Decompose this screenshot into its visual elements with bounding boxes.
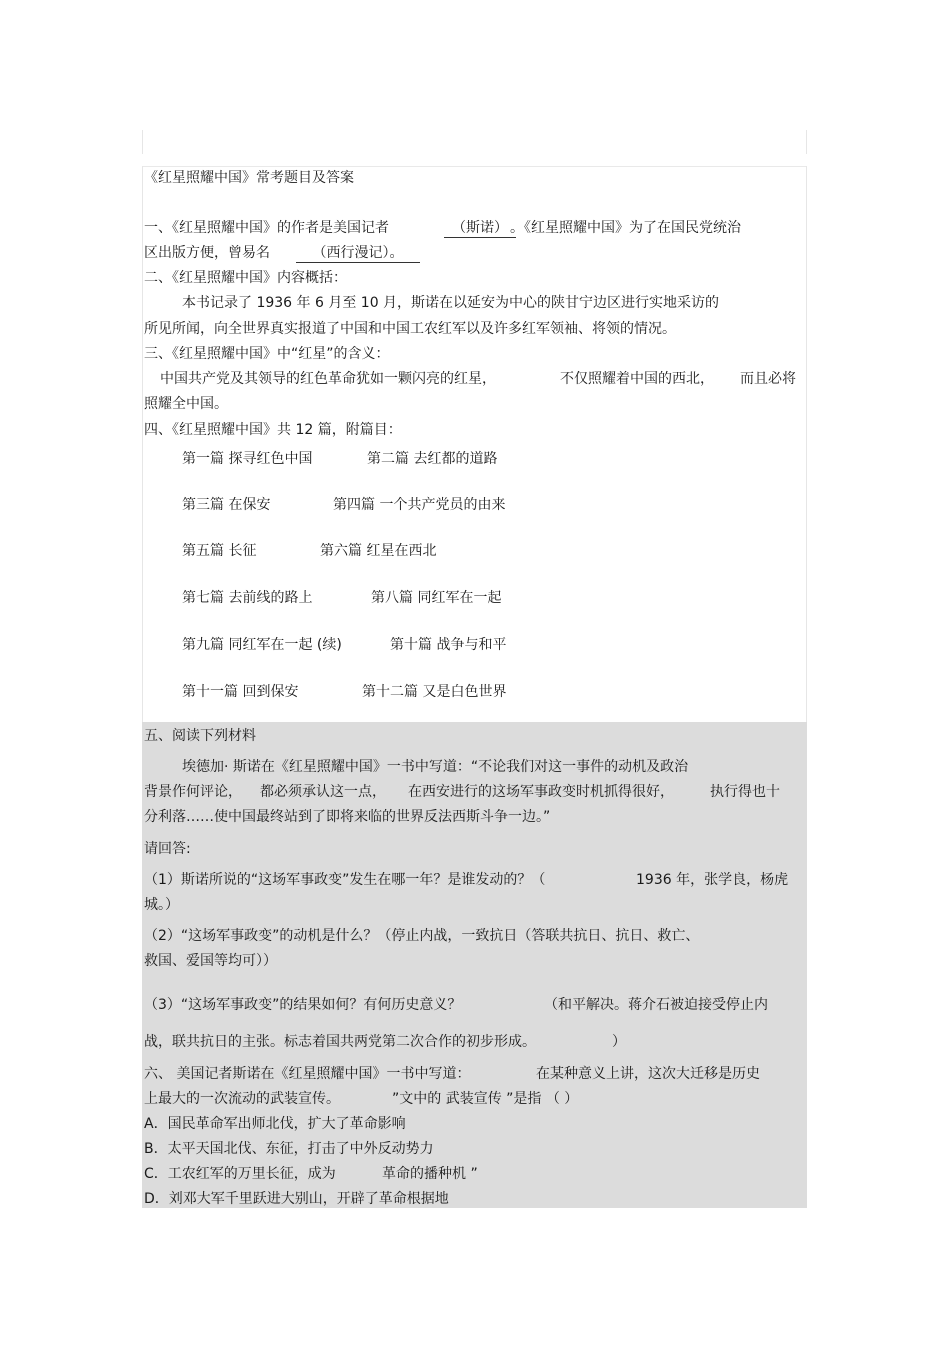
q3-line1c: 而且必将 [740,371,796,387]
q5-sub3-a: （3）“这场军事政变”的结果如何？有何历史意义？ [144,997,462,1013]
q5-sub3-d: ） [612,1034,626,1050]
chapter-item: 第八篇 同红军在一起 [371,590,502,606]
chapter-item: 第五篇 长征 [182,543,257,559]
q5-passage-line2d: 执行得也十 [710,784,780,800]
chapter-item: 第十二篇 又是白色世界 [362,684,507,700]
q6-option-c2: 革命的播种机 ” [382,1166,478,1182]
page-border-top [142,166,807,167]
q1-prefix: 一、《红星照耀中国》的作者是美国记者 [144,220,389,236]
q5-sub1-a: （1）斯诺所说的“这场军事政变”发生在哪一年？是谁发动的？（ [144,872,546,888]
q5-passage-line1: 埃德加· 斯诺在《红星照耀中国》一书中写道：“不论我们对这一事件的动机及政治 [182,759,689,775]
q6-option-d: D．刘邓大军千里跃进大别山，开辟了革命根据地 [144,1191,449,1207]
q6-line1a: 六、 美国记者斯诺在《红星照耀中国》一书中写道： [144,1066,471,1082]
q5-passage-line2a: 背景作何评论， [144,784,242,800]
q2-line1: 本书记录了 1936 年 6 月至 10 月，斯诺在以延安为中心的陕甘宁边区进行实地采访的 [182,295,720,311]
chapter-item: 第一篇 探寻红色中国 [182,451,313,467]
document-title: 《红星照耀中国》常考题目及答案 [144,170,354,186]
q6-option-b: B．太平天国北伐、东征，打击了中外反动势力 [144,1141,434,1157]
q3-heading: 三、《红星照耀中国》中“红星”的含义： [144,346,390,362]
page-border-right-top [806,130,807,154]
q2-heading: 二、《红星照耀中国》内容概括： [144,270,347,286]
q6-line2a: 上最大的一次流动的武装宣传。 [144,1091,340,1107]
q5-sub3-b: （和平解决。蒋介石被迫接受停止内 [544,997,768,1013]
q1-answer-author: （斯诺） [444,219,516,238]
q6-option-a: A．国民革命军出师北伐，扩大了革命影响 [144,1116,406,1132]
q5-sub2-b: 救国、爱国等均可）） [144,953,277,969]
chapter-item: 第七篇 去前线的路上 [182,590,313,606]
q5-passage-line2b: 都必须承认这一点， [260,784,386,800]
q6-option-c1: C．工农红军的万里长征，成为 [144,1166,336,1182]
q5-sub3-c: 战，联共抗日的主张。标志着国共两党第二次合作的初步形成。 [144,1034,536,1050]
q5-prompt: 请回答: [144,841,191,857]
q5-sub1-b: 1936 年，张学良，杨虎 [636,872,789,888]
q5-passage-line2c: 在西安进行的这场军事政变时机抓得很好， [408,784,674,800]
page-border-right [806,166,807,722]
q3-line1a: 中国共产党及其领导的红色革命犹如一颗闪亮的红星， [160,371,496,387]
q4-heading: 四、《红星照耀中国》共 12 篇，附篇目： [144,422,402,438]
page-border-left [142,166,143,722]
chapter-item: 第四篇 一个共产党员的由来 [333,497,506,513]
chapter-item: 第九篇 同红军在一起 (续) [182,637,342,653]
chapter-item: 第六篇 红星在西北 [320,543,437,559]
q5-sub2-a: （2）“这场军事政变”的动机是什么？（停止内战，一致抗日（答联共抗日、抗日、救亡、 [144,928,700,944]
q6-line2b: ”文中的 武装宣传 ”是指 （ ） [392,1091,579,1107]
q2-line2: 所见所闻，向全世界真实报道了中国和中国工农红军以及许多红军领袖、将领的情况。 [144,321,676,337]
chapter-item: 第二篇 去红都的道路 [367,451,498,467]
q5-heading: 五、阅读下列材料 [144,728,256,744]
page-border-left-top [142,130,143,154]
chapter-item: 第十一篇 回到保安 [182,684,299,700]
q1-answer-alt-title: （西行漫记）。 [296,244,420,263]
chapter-item: 第十篇 战争与和平 [390,637,507,653]
q1-line2: 区出版方便，曾易名 [144,245,270,261]
q5-passage-line3: 分利落……使中国最终站到了即将来临的世界反法西斯斗争一边。” [144,809,551,825]
q5-sub1-c: 城。） [144,897,179,913]
q1-middle: 。《红星照耀中国》为了在国民党统治 [510,220,741,236]
chapter-item: 第三篇 在保安 [182,497,271,513]
q3-line1b: 不仅照耀着中国的西北， [560,371,714,387]
q6-line1b: 在某种意义上讲，这次大迁移是历史 [536,1066,760,1082]
q3-line2: 照耀全中国。 [144,396,228,412]
